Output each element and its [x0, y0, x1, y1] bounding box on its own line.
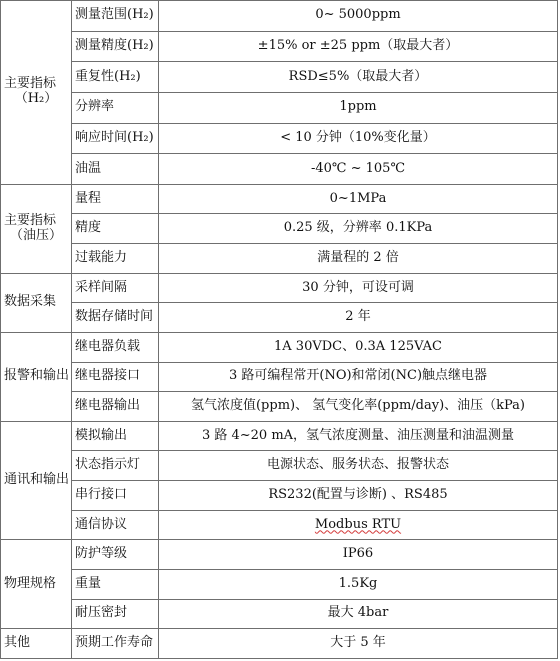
table-row — [1, 569, 558, 599]
param-cell: 预期工作寿命 — [72, 629, 159, 659]
table-row — [1, 362, 558, 392]
table-row — [1, 62, 558, 93]
category-label: 主要指标 — [4, 212, 57, 228]
param-cell: 防护等级 — [72, 540, 159, 570]
value-cell: RSD≤5%（取最大者） — [159, 62, 558, 93]
category-cell-physical — [1, 540, 72, 629]
table-row — [1, 244, 558, 274]
table-row — [1, 510, 558, 540]
value-text: Modbus RTU — [314, 516, 402, 532]
category-cell-oil-pressure — [1, 184, 72, 273]
value-cell: IP66 — [159, 540, 558, 570]
param-cell: 串行接口 — [72, 481, 159, 511]
category-label: 主要指标 — [4, 76, 57, 92]
table-row — [1, 154, 558, 185]
value-cell: 大于 5 年 — [159, 629, 558, 659]
table-row — [1, 629, 558, 659]
param-cell: 通信协议 — [72, 510, 159, 540]
param-cell: 耐压密封 — [72, 599, 159, 629]
param-cell: 测量精度(H₂) — [72, 31, 159, 62]
param-cell: 数据存储时间 — [72, 303, 159, 333]
param-cell: 采样间隔 — [72, 273, 159, 303]
table-row — [1, 599, 558, 629]
value-cell: 3 路 4~20 mA，氢气浓度测量、油压测量和油温测量 — [159, 421, 558, 451]
table-row — [1, 92, 558, 123]
category-cell-alarm-output — [1, 332, 72, 421]
param-cell: 测量范围(H₂) — [72, 1, 159, 32]
value-cell: 最大 4bar — [159, 599, 558, 629]
table-row — [1, 451, 558, 481]
value-cell: RS232(配置与诊断) 、RS485 — [159, 481, 558, 511]
value-cell: 满量程的 2 倍 — [159, 244, 558, 274]
table-row — [1, 481, 558, 511]
table-row — [1, 31, 558, 62]
param-cell: 重量 — [72, 569, 159, 599]
param-cell: 精度 — [72, 214, 159, 244]
table-row — [1, 540, 558, 570]
param-cell: 继电器负载 — [72, 332, 159, 362]
category-sublabel: （H₂） — [14, 91, 58, 107]
value-cell: 电源状态、服务状态、报警状态 — [159, 451, 558, 481]
table-row — [1, 214, 558, 244]
value-cell: 1.5Kg — [159, 569, 558, 599]
value-cell: -40℃ ~ 105℃ — [159, 154, 558, 185]
table-row — [1, 421, 558, 451]
value-cell: 0~ 5000ppm — [159, 1, 558, 32]
value-cell: 3 路可编程常开(NO)和常闭(NC)触点继电器 — [159, 362, 558, 392]
param-cell: 响应时间(H₂) — [72, 123, 159, 154]
value-cell-protocol — [159, 510, 558, 540]
category-label: 报警和输出 — [4, 368, 70, 384]
param-cell: 分辨率 — [72, 92, 159, 123]
category-label: 通讯和输出 — [4, 472, 70, 488]
value-cell: 0.25 级，分辨率 0.1KPa — [159, 214, 558, 244]
value-cell: 1ppm — [159, 92, 558, 123]
value-cell: ±15% or ±25 ppm（取最大者） — [159, 31, 558, 62]
param-cell: 继电器输出 — [72, 392, 159, 422]
param-cell: 过载能力 — [72, 244, 159, 274]
param-cell: 状态指示灯 — [72, 451, 159, 481]
value-cell: 0~1MPa — [159, 184, 558, 214]
value-cell: 2 年 — [159, 303, 558, 333]
param-cell: 继电器接口 — [72, 362, 159, 392]
value-cell: < 10 分钟（10%变化量） — [159, 123, 558, 154]
param-cell: 模拟输出 — [72, 421, 159, 451]
category-label: 数据采集 — [4, 294, 57, 310]
table-row — [1, 184, 558, 214]
category-cell-communication — [1, 421, 72, 540]
value-cell: 30 分钟，可设可调 — [159, 273, 558, 303]
category-cell-h2 — [1, 1, 72, 185]
table-row — [1, 1, 558, 32]
value-cell: 氢气浓度值(ppm)、 氢气变化率(ppm/day)、油压（kPa) — [159, 392, 558, 422]
category-label: 物理规格 — [4, 575, 57, 591]
table-row — [1, 303, 558, 333]
table-row — [1, 273, 558, 303]
table-row — [1, 123, 558, 154]
param-cell: 量程 — [72, 184, 159, 214]
value-cell: 1A 30VDC、0.3A 125VAC — [159, 332, 558, 362]
category-cell-other — [1, 629, 72, 659]
category-cell-data-acquisition — [1, 273, 72, 332]
category-sublabel: （油压） — [9, 227, 62, 243]
table-row — [1, 332, 558, 362]
table-row — [1, 392, 558, 422]
category-label: 其他 — [4, 635, 31, 651]
param-cell: 重复性(H₂) — [72, 62, 159, 93]
param-cell: 油温 — [72, 154, 159, 185]
